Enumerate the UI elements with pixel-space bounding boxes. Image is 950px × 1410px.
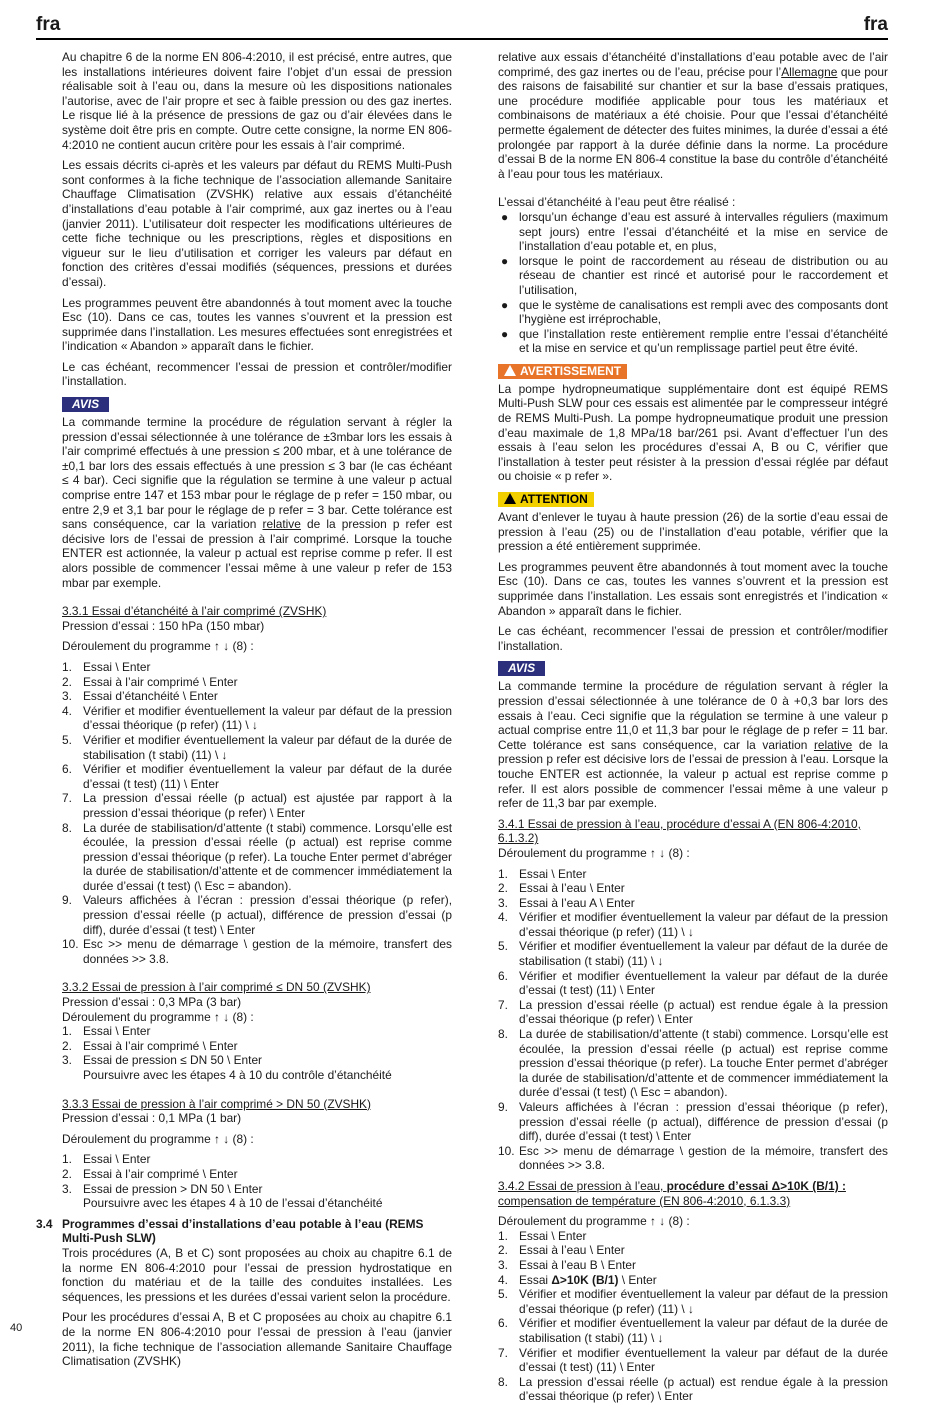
header-lang-right: fra — [863, 14, 888, 35]
test-pressure: Pression d’essai : 150 hPa (150 mbar) — [62, 618, 265, 633]
list-item: 1. Essai \ Enter — [62, 1024, 151, 1039]
program-sequence: Déroulement du programme ↑ ↓ (8) : — [62, 639, 254, 654]
notice-text: La commande termine la procédure de régulation servant à régler la pression d’essai sélectionnée à une tolérance de 0 à +0,3 bar lors des essais à l’eau. Ceci signifie que la régulation se termine à une valeur p actual comprise entre 11,0 et 11,3 bar pour le réglage de p refer = 11 bar. Cette tolérance est sans conséquence, car la variation relative de la pression p refer est décisive lors de l’essai de pression à l’eau. Lorsque la touche ENTER est actionnée, la valeur p actual est reprise comme p refer. Il est alors possible de commencer l’essai même à une valeur p refer de 11,3 bar par exemple. — [498, 679, 888, 811]
section-title: 3.4.2 Essai de pression à l’eau, procédure d’essai Δ>10K (B/1) : compensation de température (EN 806-4:2010, 6.1.3.3) — [498, 1178, 846, 1208]
list-item: 1. Essai \ Enter — [62, 659, 151, 674]
right-column — [498, 50, 888, 1410]
warning-text: La pompe hydropneumatique supplémentaire dont est équipé REMS Multi-Push SLW pour ces essais est alimentée par le compresseur intégré de REMS Multi-Push. La pompe hydropneumatique produit une pression d’eau maximale de 1,8 MPa/18 bar/261 psi. Avant d’effectuer l’un des essais à l’eau selon les procédures d’essai A, B ou C, vérifier que l’installation à tester peut résister à la pression d’essai réglée par défaut ou choisie « p refer ». — [498, 381, 888, 484]
list-item: 5. Vérifier et modifier éventuellement la valeur par défaut de la durée de stabilisation (t stabi) (11) \ ↓ — [498, 939, 888, 969]
header-rule — [36, 38, 888, 40]
section-title: 3.3.1 Essai d’étanchéité à l’air comprimé (ZVSHK) — [62, 604, 327, 619]
section-heading: Programmes d’essai d’installations d’eau potable à l’eau (REMS Multi-Push SLW) — [62, 1216, 424, 1246]
test-pressure: Pression d’essai : 0,3 MPa (3 bar) — [62, 995, 242, 1010]
list-item: 3. Essai d’étanchéité \ Enter — [62, 689, 218, 704]
step-list — [498, 1229, 888, 1404]
step-list — [62, 660, 452, 966]
paragraph: Pour les procédures d’essai A, B et C proposées au choix au chapitre 6.1 de la norme EN 806-4:2010 pour l’essai de pression à l’eau (janvier 2011), la fiche technique de l’association allemande Sanitaire Chauffage Climatisation (ZVSHK) — [62, 1310, 452, 1369]
paragraph: Les essais décrits ci-après et les valeurs par défaut du REMS Multi-Push sont conformes à la fiche technique de l’association allemande Sanitaire Chauffage Climatisation (ZVSHK) relative aux essais d’étanchéité d’installations d’eau potable à l’air comprimé, aux gaz inertes ou à l’eau (janvier 2011). L’utilisateur doit respecter les modifications ultérieures de cette fiche technique ou les prescriptions, règles et dispositions en vigueur sur le lieu d’utilisation et corriger les valeurs par défaut en fonction des critères d’essai modifiés (séquences, pressions et durées d’essai). — [62, 158, 452, 289]
paragraph: relative aux essais d’étanchéité d’installations d’eau potable avec de l’air comprimé, des gaz inertes ou de l’eau, précise pour l’Allemagne que pour des raisons de faisabilité sur chantier et sur la base d’essais pratiques, une procédure modifiée applicable pour tous les matériaux et combinaisons de matériaux a été choisie. Pour que l’essai d’étanchéité permette également de détecter des fuites minimes, la durée d’essai a été prolongée par rapport à la durée définie dans la norme. La procédure d’essai B de la norme EN 806-4 constitue la base du contrôle d’étanchéité à l’eau pour tous les matériaux. — [498, 50, 888, 181]
list-item: 2. Essai à l’eau \ Enter — [498, 881, 625, 896]
bullet-list — [498, 210, 888, 356]
warning-triangle-icon — [504, 365, 516, 376]
list-item: 10. Esc >> menu de démarrage \ gestion de la mémoire, transfert des données >> 3.8. — [62, 937, 452, 966]
attention-text: Avant d’enlever le tuyau à haute pression (26) de la sortie d’eau essai de pression à l’eau (25) ou de l’installation d’eau potable, vérifier que la pression a été entièrement supprimée. — [498, 510, 888, 554]
list-item: 5. Vérifier et modifier éventuellement la valeur par défaut de la pression d’essai théorique (p refer) (11) \ ↓ — [498, 1287, 888, 1316]
list-item: 7. La pression d’essai réelle (p actual) est ajustée par rapport à la pression d’essai théorique (p refer) \ Enter — [62, 791, 452, 820]
section-title: 3.3.2 Essai de pression à l’air comprimé ≤ DN 50 (ZVSHK) — [62, 980, 371, 995]
list-item: 2. Essai à l’eau \ Enter — [498, 1243, 625, 1258]
page-number: 40 — [10, 1322, 23, 1334]
left-column — [36, 50, 452, 1375]
notice-badge: AVIS — [62, 397, 109, 412]
bullet-icon: ● — [501, 326, 509, 341]
list-item: 1. Essai \ Enter — [498, 1228, 587, 1243]
list-item: ● que l’installation reste entièrement remplie entre l’essai d’étanchéité et la mise en service et qu’un remplissage partiel peut être évité. — [501, 326, 888, 356]
list-item: 1. Essai \ Enter — [62, 1152, 151, 1167]
bullet-icon: ● — [501, 297, 509, 312]
step-list — [62, 1024, 452, 1068]
list-item: 6. Vérifier et modifier éventuellement la valeur par défaut de la durée d’essai (t test) (11) \ Enter — [498, 968, 888, 998]
list-item: 3. Essai de pression ≤ DN 50 \ Enter — [62, 1053, 263, 1068]
list-item: 8. La pression d’essai réelle (p actual) est rendue égale à la pression d’essai théorique (p refer) \ Enter — [498, 1374, 888, 1404]
notice-badge: AVIS — [498, 661, 545, 676]
section-3-4 — [36, 1216, 452, 1246]
list-item: 3. Essai à l’eau A \ Enter — [498, 895, 635, 910]
list-item: 9. Valeurs affichées à l’écran : pression d’essai théorique (p refer), pression d’essai réelle (p actual), différence de pression d’essai (p diff), durée d’essai (t test) \ Enter — [62, 893, 452, 937]
paragraph: Les programmes peuvent être abandonnés à tout moment avec la touche Esc (10). Dans ce cas, toutes les vannes s’ouvrent et la pression est supprimée dans l’installation. Les mesures effectuées sont enregistrées et l’indication « Abandon » apparaît dans le fichier. — [62, 295, 452, 354]
warning-triangle-icon — [504, 493, 516, 504]
list-item: 7. Vérifier et modifier éventuellement la valeur par défaut de la durée d’essai (t test) (11) \ Enter — [498, 1345, 888, 1375]
paragraph: Le cas échéant, recommencer l’essai de pression et contrôler/modifier l’installation. — [498, 624, 888, 653]
step-note: Poursuivre avec les étapes 4 à 10 du contrôle d’étanchéité — [83, 1068, 392, 1082]
section-title: 3.3.3 Essai de pression à l’air comprimé > DN 50 (ZVSHK) — [62, 1096, 371, 1111]
list-item: 6. Vérifier et modifier éventuellement la valeur par défaut de la durée d’essai (t test) (11) \ Enter — [62, 762, 452, 791]
program-sequence: Déroulement du programme ↑ ↓ (8) : — [62, 1131, 254, 1146]
list-item: 9. Valeurs affichées à l’écran : pression d’essai théorique (p refer), pression d’essai réelle (p actual), différence de pression d’essai (p diff), durée d’essai (t test) \ Enter — [498, 1100, 888, 1144]
list-item: 3. Essai de pression > DN 50 \ Enter — [62, 1181, 263, 1196]
list-item: 8. La durée de stabilisation/d’attente (t stabi) commence. Lorsqu’elle est écoulée, la pression d’essai réelle (p actual) est reprise comme pression d’essai théorique (p refer). La touche Enter permet d’abréger la durée de stabilisation/d’attente et de commencer immédiatement la durée d’essai (t test) (\ Esc = abandon). — [498, 1027, 888, 1100]
list-item: ● lorsque le point de raccordement au réseau de distribution ou au réseau de chantier est rincé et autorisé pour le raccordement et l’utilisation, — [501, 253, 888, 297]
list-item: ● lorsqu’un échange d’eau est assuré à intervalles réguliers (maximum sept jours) entre l’essai d’étanchéité et la mise en service de l’installation d’eau potable et, en plus, — [501, 209, 888, 254]
paragraph: Le cas échéant, recommencer l’essai de pression et contrôler/modifier l’installation. — [62, 359, 452, 389]
list-item: 2. Essai à l’air comprimé \ Enter — [62, 1166, 238, 1181]
list-item: 6. Vérifier et modifier éventuellement la valeur par défaut de la durée de stabilisation (t stabi) (11) \ ↓ — [498, 1316, 888, 1345]
list-item: 2. Essai à l’air comprimé \ Enter — [62, 1038, 238, 1053]
list-item: 7. La pression d’essai réelle (p actual) est rendue égale à la pression d’essai théorique (p refer) \ Enter — [498, 997, 888, 1027]
list-item: ● que le système de canalisations est rempli avec des composants dont l’hygiène est irréprochable, — [501, 297, 888, 327]
list-item: 8. La durée de stabilisation/d’attente (t stabi) commence. Lorsqu’elle est écoulée, la pression d’essai réelle (p actual) est reprise comme pression d’essai théorique (p refer). La touche Enter permet d’abréger la durée de stabilisation/d’attente et de commencer immédiatement la durée d’essai (t test) (\ Esc = abandon). — [62, 820, 452, 893]
paragraph: Au chapitre 6 de la norme EN 806-4:2010, il est précisé, entre autres, que les installations intérieures doivent faire l’objet d’un essai de pression réalisable soit à l’eau ou, dans la mesure où les dispositions nationales l’autorise, avec de l’air propre et sec à faible pression ou des gaz inertes. Le risque lié à la présence de pressions de gaz ou d’air élevées dans le système doit être pris en compte. Outre cette consigne, la norme EN 806-4:2010 ne contient aucun critère pour les essais à l’air comprimé. — [62, 50, 452, 152]
list-item: 4. Vérifier et modifier éventuellement la valeur par défaut de la pression d’essai théorique (p refer) (11) \ ↓ — [62, 703, 452, 733]
warning-badge: AVERTISSEMENT — [498, 364, 627, 379]
notice-text: La commande termine la procédure de régulation servant à régler la pression d’essai sélectionnée à une tolérance de ±3mbar lors les essais à l’air comprimé effectués à une pression ≤ 200 mbar, et à une tolérance de ±0,1 bar lors des essais effectués à une pression ≤ 3 bar (le cas échéant ≤ 4 bar). Ceci signifie que la régulation se termine à une valeur p actual comprise entre 147 et 153 mbar pour le réglage de p refer = 150 mbar, ou entre 2,9 et 3,1 bar pour le réglage de p refer = 3 bar. Cette tolérance est sans conséquence, car la variation relative de la pression p refer est décisive lors de l’essai de pression à l’air comprimé. Lorsque la touche ENTER est actionnée, la valeur p actual est reprise comme p refer. Il est alors possible de commencer l’essai même à une valeur p refer de 153 mbar par exemple. — [62, 415, 452, 590]
step-note: Poursuivre avec les étapes 4 à 10 de l’essai d’étanchéité — [83, 1196, 383, 1211]
list-item: 2. Essai à l’air comprimé \ Enter — [62, 674, 238, 689]
bullet-icon: ● — [501, 209, 509, 224]
step-list — [498, 867, 888, 1173]
paragraph: L’essai d’étanchéité à l’eau peut être réalisé : — [498, 195, 736, 210]
list-item: 10. Esc >> menu de démarrage \ gestion de la mémoire, transfert des données >> 3.8. — [498, 1143, 888, 1173]
list-item: 4. Essai Δ>10K (B/1) \ Enter — [498, 1272, 657, 1287]
program-sequence: Déroulement du programme ↑ ↓ (8) : — [62, 1009, 254, 1024]
program-sequence: Déroulement du programme ↑ ↓ (8) : — [498, 845, 690, 860]
bullet-icon: ● — [501, 253, 509, 268]
test-pressure: Pression d’essai : 0,1 MPa (1 bar) — [62, 1111, 242, 1126]
header-lang-left: fra — [36, 14, 61, 35]
section-title: 3.4.1 Essai de pression à l’eau, procédure d’essai A (EN 806-4:2010, 6.1.3.2) — [498, 816, 861, 846]
paragraph: Les programmes peuvent être abandonnés à tout moment avec la touche Esc (10). Dans ce cas, toutes les vannes s’ouvrent et la pression est supprimée dans l’installation. Les essais sont enregistrés et l’indication « Abandon » apparaît dans le fichier. — [498, 559, 888, 618]
program-sequence: Déroulement du programme ↑ ↓ (8) : — [498, 1214, 690, 1229]
attention-badge: ATTENTION — [498, 492, 594, 507]
step-list — [62, 1152, 452, 1196]
list-item: 5. Vérifier et modifier éventuellement la valeur par défaut de la durée de stabilisation (t stabi) (11) \ ↓ — [62, 732, 452, 762]
section-number: 3.4 — [36, 1216, 53, 1231]
paragraph: Trois procédures (A, B et C) sont proposées au choix au chapitre 6.1 de la norme EN 806-4:2010 pour l’essai de pression hydrostatique en fonction du matériau et de la taille des conduites installées. Les séquences, les pressions et les durées d’essai varient selon la procédure. — [62, 1245, 452, 1304]
list-item: 1. Essai \ Enter — [498, 866, 587, 881]
list-item: 3. Essai à l’eau B \ Enter — [498, 1257, 636, 1272]
list-item: 4. Vérifier et modifier éventuellement la valeur par défaut de la pression d’essai théorique (p refer) (11) \ ↓ — [498, 910, 888, 939]
